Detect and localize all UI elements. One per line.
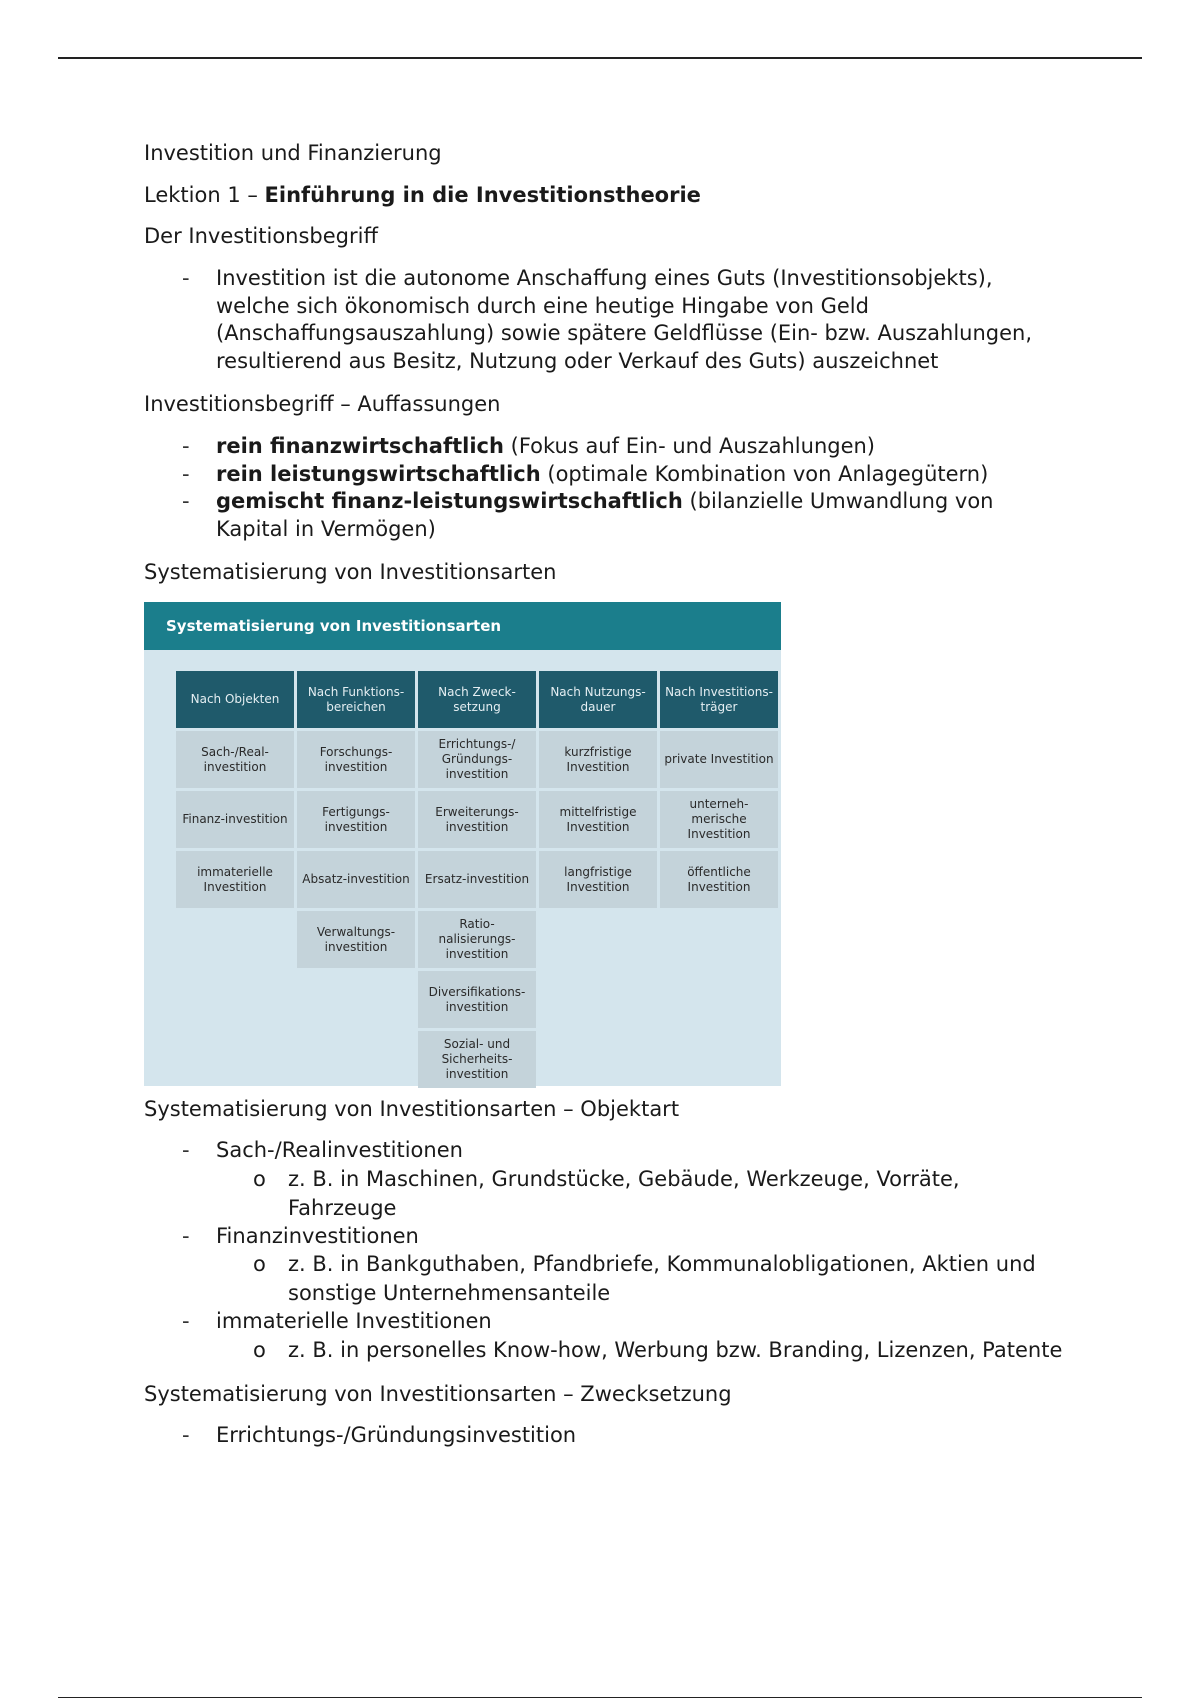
figure-column <box>297 671 415 1088</box>
figure-cell: langfristige Investition <box>539 851 657 908</box>
figure-cell: kurzfristige Investition <box>539 731 657 788</box>
sub-item: o z. B. in Maschinen, Grundstücke, Gebäude, Werkzeuge, Vorräte, Fahrzeuge <box>216 1165 1064 1223</box>
item-label: immaterielle Investitionen <box>216 1309 492 1333</box>
objektart-list <box>144 1137 1064 1365</box>
figure-cell: Ersatz-investition <box>418 851 536 908</box>
figure-column <box>176 671 294 1088</box>
lesson-prefix: Lektion 1 – <box>144 183 265 207</box>
footer-rule <box>58 1697 1142 1698</box>
figure-title: Systematisierung von Investitionsarten <box>144 602 781 650</box>
figure-grid <box>176 671 778 1088</box>
figure-column <box>660 671 778 1088</box>
figure-cell: Ratio-nalisierungs-investition <box>418 911 536 968</box>
sub-list <box>216 1250 1064 1308</box>
definition-list <box>144 265 1064 375</box>
figure-column-header: Nach Funktions-bereichen <box>297 671 415 728</box>
figure-cell: mittelfristige Investition <box>539 791 657 848</box>
document-page <box>144 140 1064 1465</box>
list-item: - Errichtungs-/Gründungsinvestition <box>144 1422 1064 1450</box>
figure-cell: Diversifikations-investition <box>418 971 536 1028</box>
figure-cell: immaterielle Investition <box>176 851 294 908</box>
figure-column-header: Nach Nutzungs-dauer <box>539 671 657 728</box>
list-item <box>144 1223 1064 1309</box>
section-heading-investitionsbegriff: Der Investitionsbegriff <box>144 224 378 248</box>
list-item: - Investition ist die autonome Anschaffung eines Guts (Investitionsobjekts), welche sich ökonomisch durch eine heutige Hingabe von Geld (Anschaffungsauszahlung) sowie spätere Geldflüsse (Ein- bzw. Auszahlungen, resultierend aus Besitz, Nutzung oder Verkauf des Guts) auszeichnet <box>144 265 1064 375</box>
sub-item: o z. B. in personelles Know-how, Werbung bzw. Branding, Lizenzen, Patente <box>216 1336 1064 1365</box>
lesson-title: Einführung in die Investitionstheorie <box>264 183 701 207</box>
figure-column-header: Nach Investitions-träger <box>660 671 778 728</box>
list-item <box>144 488 1064 543</box>
figure-cell: private Investition <box>660 731 778 788</box>
item-bold: rein finanzwirtschaftlich <box>216 434 504 458</box>
figure-cell: Sach-/Real-investition <box>176 731 294 788</box>
figure-cell: Absatz-investition <box>297 851 415 908</box>
header-rule <box>58 57 1142 59</box>
figure-cell: Sozial- und Sicherheits-investition <box>418 1031 536 1088</box>
figure-cell: Errichtungs-/ Gründungs-investition <box>418 731 536 788</box>
section-heading-zwecksetzung: Systematisierung von Investitionsarten – Zwecksetzung <box>144 1381 732 1406</box>
lesson-heading <box>144 182 1064 209</box>
figure-cell: öffentliche Investition <box>660 851 778 908</box>
auffassungen-list <box>144 433 1064 543</box>
figure-cell: Fertigungs-investition <box>297 791 415 848</box>
list-item <box>144 1308 1064 1365</box>
figure-cell: Finanz-investition <box>176 791 294 848</box>
figure-cell: unterneh-merische Investition <box>660 791 778 848</box>
sub-list <box>216 1165 1064 1223</box>
figure-cell: Erweiterungs-investition <box>418 791 536 848</box>
sub-list <box>216 1336 1064 1365</box>
document-title: Investition und Finanzierung <box>144 141 442 165</box>
sub-item: o z. B. in Bankguthaben, Pfandbriefe, Kommunalobligationen, Aktien und sonstige Unternehmensanteile <box>216 1250 1064 1308</box>
figure-column-header: Nach Zweck-setzung <box>418 671 536 728</box>
list-item <box>144 433 1064 461</box>
item-text: (bilanzielle Umwandlung von Kapital in Vermögen) <box>216 489 994 541</box>
figure-column <box>418 671 536 1088</box>
item-bold: rein leistungswirtschaftlich <box>216 461 541 486</box>
zwecksetzung-list <box>144 1422 1064 1450</box>
list-item <box>144 1137 1064 1223</box>
figure-cell: Verwaltungs-investition <box>297 911 415 968</box>
investitionsarten-figure <box>144 602 781 1086</box>
item-bold: gemischt finanz-leistungswirtschaftlich <box>216 489 683 513</box>
section-heading-auffassungen: Investitionsbegriff – Auffassungen <box>144 392 501 416</box>
item-label: Finanzinvestitionen <box>216 1223 419 1248</box>
item-text: (optimale Kombination von Anlagegütern) <box>540 461 989 486</box>
section-heading-objektart: Systematisierung von Investitionsarten – Objektart <box>144 1097 680 1121</box>
figure-cell: Forschungs-investition <box>297 731 415 788</box>
section-heading-systematisierung: Systematisierung von Investitionsarten <box>144 560 557 584</box>
list-item <box>144 461 1064 489</box>
item-label: Sach-/Realinvestitionen <box>216 1138 463 1162</box>
item-text: (Fokus auf Ein- und Auszahlungen) <box>503 434 876 458</box>
figure-column-header: Nach Objekten <box>176 671 294 728</box>
figure-column <box>539 671 657 1088</box>
